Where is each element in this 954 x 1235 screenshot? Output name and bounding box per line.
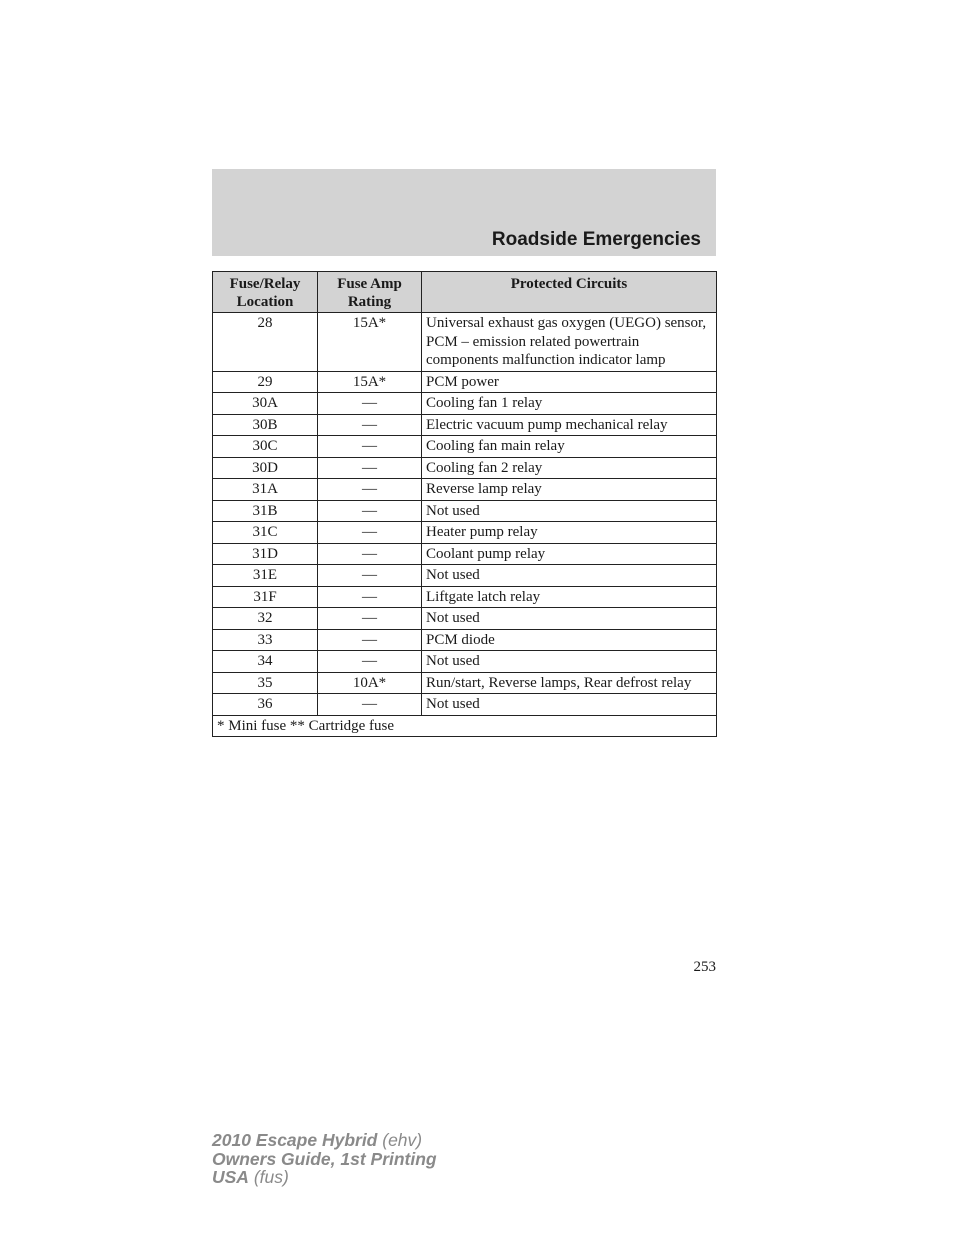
cell-location: 28 xyxy=(213,313,318,372)
cell-location: 33 xyxy=(213,629,318,651)
cell-circuits: Coolant pump relay xyxy=(422,543,717,565)
cell-rating: — xyxy=(318,414,422,436)
cell-circuits: Run/start, Reverse lamps, Rear defrost relay xyxy=(422,672,717,694)
cell-rating: 10A* xyxy=(318,672,422,694)
table-row xyxy=(213,393,717,415)
cell-location: 30D xyxy=(213,457,318,479)
table-row xyxy=(213,543,717,565)
table-row xyxy=(213,371,717,393)
cell-location: 31E xyxy=(213,565,318,587)
table-row xyxy=(213,565,717,587)
cell-location: 31B xyxy=(213,500,318,522)
cell-rating: — xyxy=(318,436,422,458)
table-row xyxy=(213,672,717,694)
table-header-row xyxy=(213,272,717,313)
table-row xyxy=(213,522,717,544)
cell-location: 31D xyxy=(213,543,318,565)
table-row xyxy=(213,436,717,458)
column-header-circuits: Protected Circuits xyxy=(422,272,717,313)
cell-circuits: Universal exhaust gas oxygen (UEGO) sensor, PCM – emission related powertrain components malfunction indicator lamp xyxy=(422,313,717,372)
cell-circuits: Not used xyxy=(422,500,717,522)
table-row xyxy=(213,479,717,501)
column-header-location: Fuse/Relay Location xyxy=(213,272,318,313)
cell-circuits: Heater pump relay xyxy=(422,522,717,544)
cell-circuits: PCM power xyxy=(422,371,717,393)
cell-circuits: Reverse lamp relay xyxy=(422,479,717,501)
table-footnote: * Mini fuse ** Cartridge fuse xyxy=(213,715,717,737)
cell-rating: — xyxy=(318,393,422,415)
table-row xyxy=(213,651,717,673)
cell-rating: — xyxy=(318,586,422,608)
cell-circuits: Liftgate latch relay xyxy=(422,586,717,608)
cell-rating: — xyxy=(318,694,422,716)
cell-circuits: Cooling fan 1 relay xyxy=(422,393,717,415)
cell-rating: — xyxy=(318,565,422,587)
table-row xyxy=(213,500,717,522)
cell-location: 31F xyxy=(213,586,318,608)
table-row xyxy=(213,608,717,630)
page-number: 253 xyxy=(693,959,716,975)
table-row xyxy=(213,457,717,479)
cell-rating: — xyxy=(318,651,422,673)
cell-rating: — xyxy=(318,479,422,501)
cell-location: 29 xyxy=(213,371,318,393)
cell-location: 31C xyxy=(213,522,318,544)
footer-line-3: USA (fus) xyxy=(212,1167,289,1187)
document-footer xyxy=(212,1131,437,1187)
section-header-band xyxy=(212,169,716,256)
cell-rating: — xyxy=(318,608,422,630)
column-header-rating: Fuse Amp Rating xyxy=(318,272,422,313)
table-row xyxy=(213,414,717,436)
cell-rating: — xyxy=(318,522,422,544)
cell-circuits: Not used xyxy=(422,608,717,630)
cell-rating: — xyxy=(318,543,422,565)
table-body xyxy=(213,313,717,716)
cell-circuits: Electric vacuum pump mechanical relay xyxy=(422,414,717,436)
cell-rating: 15A* xyxy=(318,371,422,393)
table-row xyxy=(213,694,717,716)
table-row xyxy=(213,313,717,372)
cell-circuits: PCM diode xyxy=(422,629,717,651)
cell-circuits: Not used xyxy=(422,694,717,716)
cell-location: 36 xyxy=(213,694,318,716)
cell-rating: 15A* xyxy=(318,313,422,372)
cell-rating: — xyxy=(318,629,422,651)
table-row xyxy=(213,586,717,608)
section-title: Roadside Emergencies xyxy=(491,229,701,250)
footer-line-2: Owners Guide, 1st Printing xyxy=(212,1148,437,1169)
cell-circuits: Cooling fan 2 relay xyxy=(422,457,717,479)
footer-line-1: 2010 Escape Hybrid (ehv) xyxy=(212,1130,423,1150)
cell-location: 32 xyxy=(213,608,318,630)
cell-circuits: Not used xyxy=(422,565,717,587)
cell-location: 34 xyxy=(213,651,318,673)
fuse-table xyxy=(212,271,717,737)
cell-circuits: Not used xyxy=(422,651,717,673)
cell-rating: — xyxy=(318,500,422,522)
table-footnote-row xyxy=(213,715,717,737)
cell-location: 30A xyxy=(213,393,318,415)
table-row xyxy=(213,629,717,651)
cell-location: 35 xyxy=(213,672,318,694)
cell-location: 30C xyxy=(213,436,318,458)
cell-rating: — xyxy=(318,457,422,479)
cell-location: 31A xyxy=(213,479,318,501)
cell-circuits: Cooling fan main relay xyxy=(422,436,717,458)
cell-location: 30B xyxy=(213,414,318,436)
